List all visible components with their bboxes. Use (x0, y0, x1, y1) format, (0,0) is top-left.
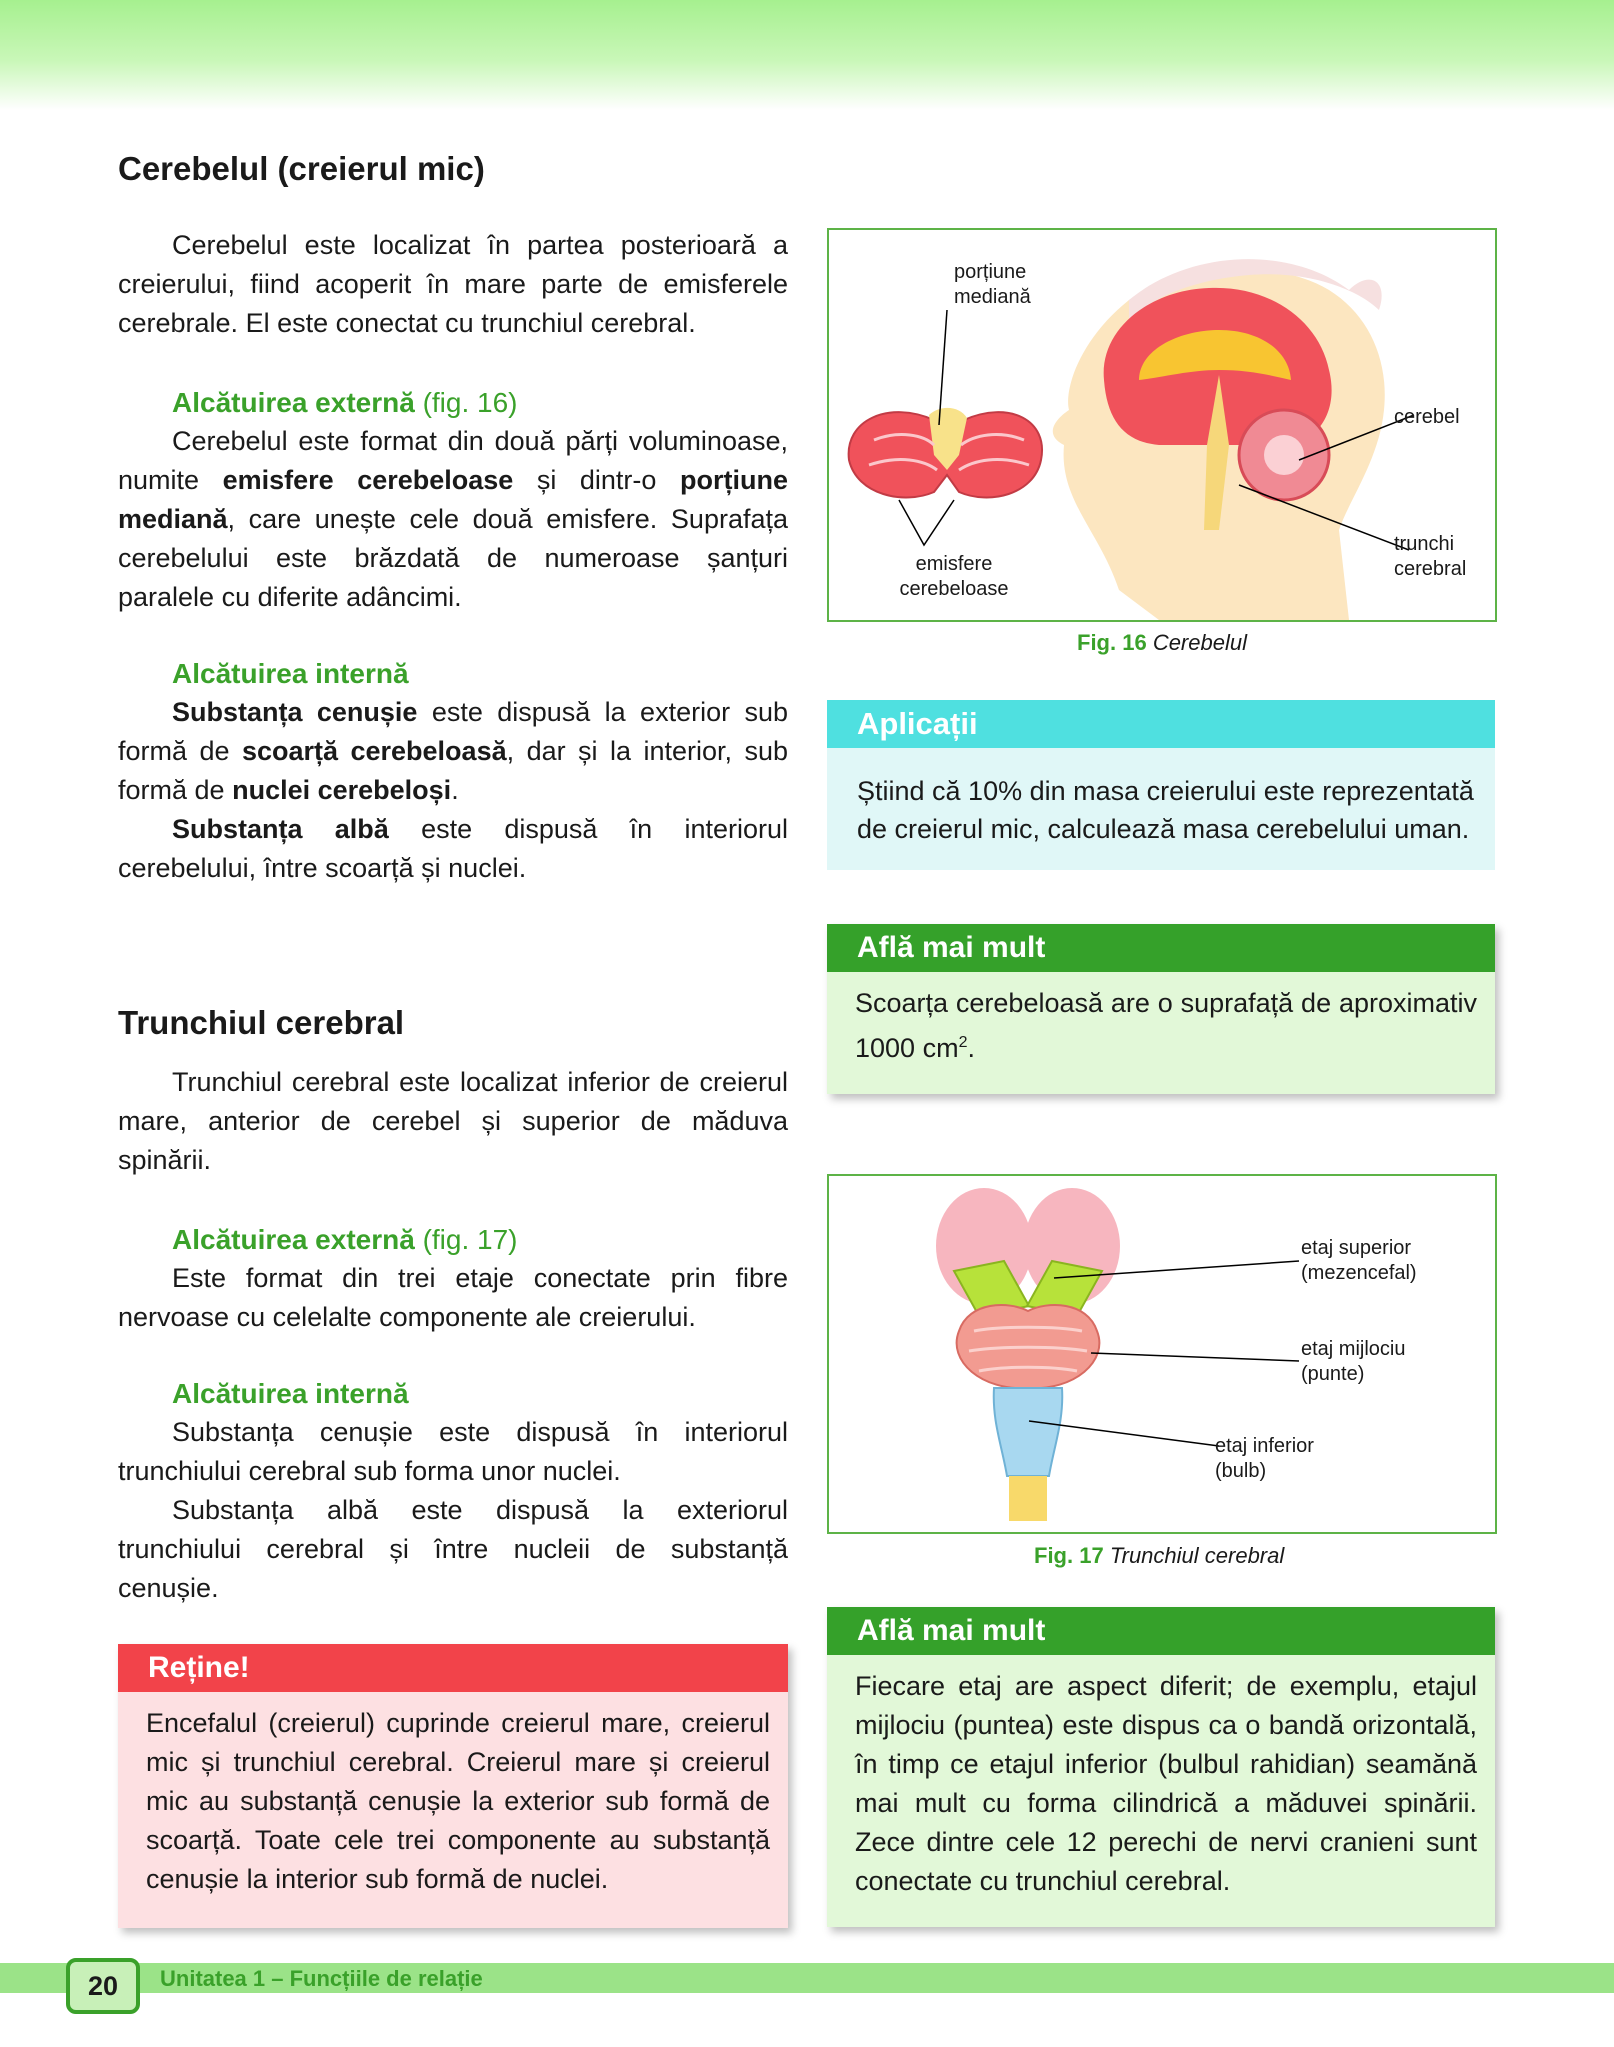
afla-mai-mult-text-2: Fiecare etaj are aspect diferit; de exemplu, etajul mijlociu (puntea) este dispus ca o bandă orizontală, în timp ce etajul inferior (bulbul rahidian) seamănă mai mult cu forma cilindrică a măduvei spinării. Zece dintre cele 12 perechi de nervi cranieni sunt conectate cu trunchiul cerebral. (855, 1671, 1477, 1896)
top-color-band (0, 0, 1614, 110)
afla-mai-mult-box-2 (827, 1607, 1495, 1927)
label-etaj-mijlociu: etaj mijlociu (punte) (1301, 1338, 1406, 1385)
cerebel-core (1264, 435, 1304, 475)
section-title-trunchi: Trunchiul cerebral (118, 1004, 405, 1041)
trunchi-int-text1: Substanța cenușie este dispusă în interiorul trunchiului cerebral sub forma unor nuclei. (118, 1417, 788, 1486)
cerebellum-isolated (849, 408, 1042, 498)
afla-mai-mult-box-1 (827, 924, 1495, 1094)
aplicatii-box (827, 700, 1495, 870)
afla-mai-mult-title-1: Află mai mult (827, 924, 1495, 972)
pointer-mijlociu (1091, 1353, 1299, 1361)
afla-mai-mult-text-1: Scoarța cerebeloasă are o suprafață de aproximativ 1000 $cm^2$. (855, 988, 1477, 1063)
trunchi-intro: Trunchiul cerebral este localizat inferior de creierul mare, anterior de cerebel și superior de măduva spinării. (118, 1067, 788, 1175)
unit-title: Unitatea 1 – Funcțiile de relație (160, 1966, 483, 1991)
figure-16-cerebel (827, 228, 1497, 622)
figure-17-trunchi (827, 1174, 1497, 1534)
fig17-caption: Fig. 17 Trunchiul cerebral (1034, 1543, 1285, 1568)
label-etaj-inferior: etaj inferior (bulb) (1215, 1435, 1314, 1482)
cerebel-int-text2: Substanța albă este dispusă în interiorul cerebelului, între scoarță și nuclei. (118, 814, 789, 883)
pointer-portiune (939, 310, 947, 425)
label-etaj-superior: etaj superior (mezencefal) (1301, 1237, 1417, 1284)
label-emisfere-cerebeloase: emisfere cerebeloase (899, 553, 1009, 600)
trunchi-int-heading: Alcătuirea internă (172, 1378, 409, 1409)
cerebel-text (118, 226, 788, 888)
retine-title: Reține! (118, 1644, 788, 1692)
bulb (994, 1388, 1063, 1476)
trunchi-ext-text: Este format din trei etaje conectate prin fibre nervoase cu celelalte componente ale creierului. (118, 1263, 788, 1332)
aplicatii-title: Aplicații (827, 700, 1495, 748)
pointer-emisfere (899, 500, 954, 545)
cerebel-int-text1: Substanța cenușie este dispusă la exterior sub formă de scoarță cerebeloasă, dar și la interior, sub formă de nuclei cerebeloși. (118, 697, 788, 805)
fig16-caption: Fig. 16 Cerebelul (1077, 630, 1247, 655)
trunchi-section (118, 1004, 788, 1042)
section-title-cerebel: Cerebelul (creierul mic) (118, 150, 485, 187)
trunchi-int-text2: Substanța albă este dispusă la exteriorul trunchiului cerebral și între nucleii de substanță cenușie. (118, 1495, 788, 1603)
cerebel-section (118, 150, 788, 188)
retine-text: Encefalul (creierul) cuprinde creierul mare, creierul mic și trunchiul cerebral. Creierul mare și creierul mic au substanță cenușie la exterior sub formă de scoarță. Toate cele trei componente au substanță cenușie la interior sub formă de nuclei. (146, 1708, 770, 1894)
retine-box (118, 1644, 788, 1928)
page-number: 20 (66, 1958, 140, 2014)
trunchi-text (118, 1063, 788, 1608)
spinal-cord (1009, 1476, 1047, 1521)
trunchi-ext-heading: Alcătuirea externă (fig. 17) (172, 1224, 518, 1255)
label-portiune-mediana: porțiune mediană (954, 261, 1031, 308)
cerebel-ext-heading: Alcătuirea externă (fig. 16) (172, 387, 518, 418)
cerebel-ext-text: Cerebelul este format din două părți voluminoase, numite emisfere cerebeloase și dintr-o porțiune mediană, care unește cele două emisfere. Suprafața cerebelului este brăzdată de numeroase șanțuri paralele cu diferite adâncimi. (118, 426, 788, 612)
cerebel-int-heading: Alcătuirea internă (172, 658, 409, 689)
cerebel-intro: Cerebelul este localizat în partea posterioară a creierului, fiind acoperit în mare parte de emisferele cerebrale. El este conectat cu trunchiul cerebral. (118, 230, 788, 338)
label-cerebel: cerebel (1394, 406, 1460, 428)
aplicatii-text: Știind că 10% din masa creierului este reprezentată de creierul mic, calculează masa cerebelului uman. (857, 776, 1474, 844)
label-trunchi-cerebral: trunchi cerebral (1394, 533, 1467, 580)
afla-mai-mult-title-2: Află mai mult (827, 1607, 1495, 1655)
